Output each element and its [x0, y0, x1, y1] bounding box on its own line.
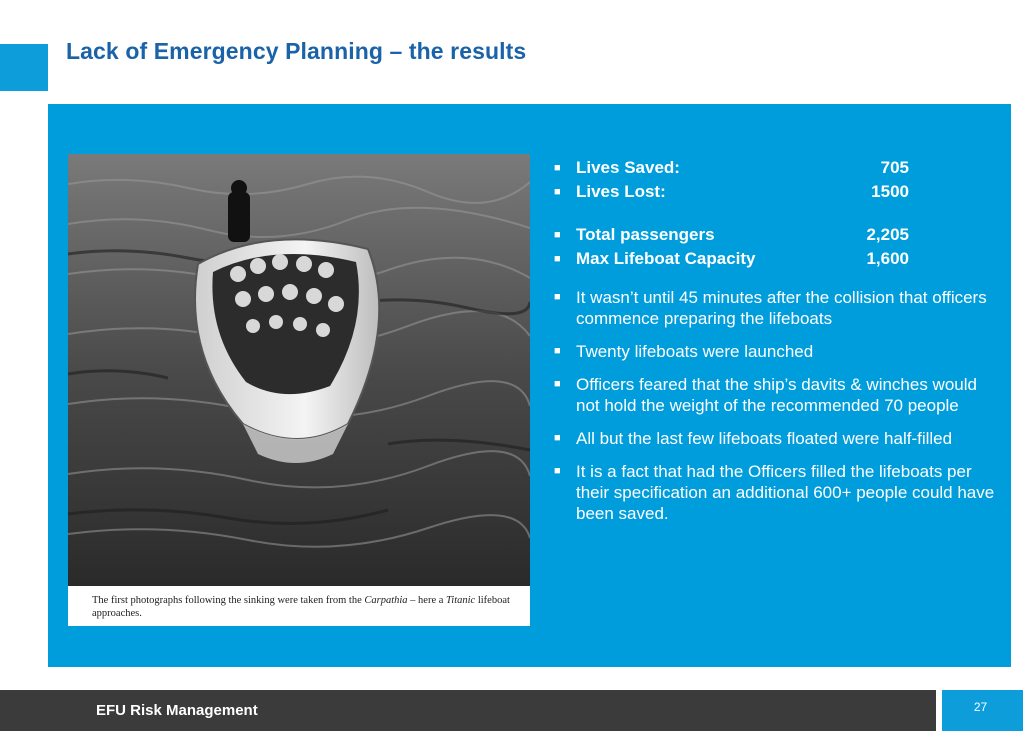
stat-label: Lives Saved: — [576, 158, 680, 177]
stat-row-max-capacity — [554, 247, 1004, 271]
lifeboat-photo — [68, 154, 530, 626]
stat-label: Total passengers — [576, 225, 715, 244]
bullet-item — [554, 374, 1004, 416]
stat-value: 2,205 — [866, 225, 909, 244]
square-bullet-icon: ■ — [554, 345, 561, 357]
square-bullet-icon: ■ — [554, 253, 561, 265]
stat-value: 1,600 — [866, 249, 909, 268]
caption-text-3: lifeboat approaches. — [92, 595, 510, 619]
footer-organization: EFU Risk Management — [96, 702, 258, 719]
slide-title: Lack of Emergency Planning – the results — [66, 38, 527, 64]
footer-bar — [0, 690, 936, 731]
caption-ship-name-2: Titanic — [446, 595, 476, 606]
stat-value: 1500 — [871, 182, 909, 201]
caption-text-1: The first photographs following the sinking were taken from the — [92, 595, 365, 606]
bullet-item — [554, 461, 1004, 524]
stat-row-lives-saved — [554, 156, 1004, 180]
stat-label: Lives Lost: — [576, 182, 666, 201]
caption-ship-name: Carpathia — [364, 595, 408, 606]
text-column — [554, 156, 1004, 536]
bullet-text: It wasn’t until 45 minutes after the collision that officers commence preparing the lifeboats — [576, 288, 987, 328]
page-number-box — [942, 690, 1023, 731]
bullet-text: All but the last few lifeboats floated were half-filled — [576, 429, 953, 448]
bullet-item — [554, 341, 1004, 362]
square-bullet-icon: ■ — [554, 378, 561, 390]
bullet-item — [554, 287, 1004, 329]
bullet-text: Officers feared that the ship’s davits & winches would not hold the weight of the recommended 70 people — [576, 375, 977, 415]
stat-row-lives-lost — [554, 180, 1004, 204]
page-number: 27 — [973, 700, 988, 714]
stat-value: 705 — [880, 158, 909, 177]
bullet-text: Twenty lifeboats were launched — [576, 342, 814, 361]
caption-text-2: – here a — [407, 595, 447, 606]
content-panel — [48, 104, 1011, 667]
square-bullet-icon: ■ — [554, 186, 561, 198]
corner-accent-square — [0, 44, 48, 91]
square-bullet-icon: ■ — [554, 229, 561, 241]
stat-row-total-passengers — [554, 223, 1004, 247]
bullet-text: It is a fact that had the Officers filled the lifeboats per their specification an additional 600+ people could have been saved. — [576, 462, 995, 523]
photo-caption — [92, 594, 512, 620]
stat-label: Max Lifeboat Capacity — [576, 249, 756, 268]
bullet-item — [554, 428, 1004, 449]
square-bullet-icon: ■ — [554, 465, 561, 477]
square-bullet-icon: ■ — [554, 432, 561, 444]
square-bullet-icon: ■ — [554, 291, 561, 303]
square-bullet-icon: ■ — [554, 162, 561, 174]
lifeboat-photo-image — [68, 154, 530, 586]
